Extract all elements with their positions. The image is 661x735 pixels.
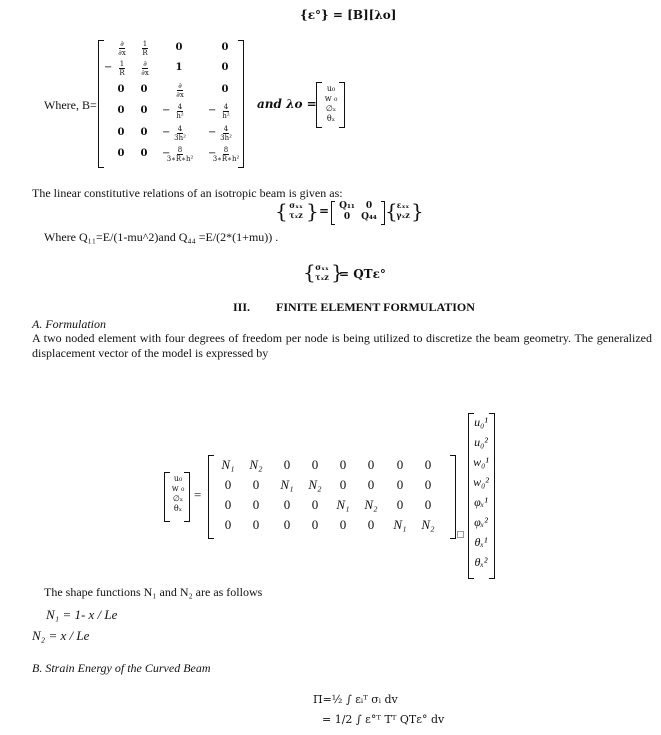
const-q-left-bracket xyxy=(331,201,335,225)
b-matrix-cell: − 4 3h² xyxy=(208,125,232,142)
const-left-brace: { xyxy=(275,199,288,223)
n-matrix-cell: 0 xyxy=(424,497,432,512)
n-matrix-cell: N₁ xyxy=(221,457,235,472)
b-matrix-right-bracket xyxy=(238,40,244,168)
const-lhs-entry: σₓₓ xyxy=(289,200,303,210)
b-matrix-cell: 0 xyxy=(117,148,125,159)
b-matrix-cell: ∂ ∂x xyxy=(176,82,184,99)
n-matrix-cell: 0 xyxy=(283,497,291,512)
b-matrix-cell: 0 xyxy=(175,42,183,53)
lambda-vector-entry: u₀ xyxy=(326,84,336,93)
n-matrix-cell: N₁ xyxy=(336,497,350,512)
const-lhs-right-brace: } xyxy=(306,199,319,223)
dof-vector-entry: φₓ² xyxy=(474,515,488,529)
b-matrix-cell: − 8 3∗R∗h² xyxy=(162,146,194,163)
lambda-vector-entry: ∅ₓ xyxy=(325,104,337,113)
const-rhs-entry: γₓz xyxy=(396,210,410,220)
sigma-left-brace: { xyxy=(303,260,316,284)
b-matrix-cell: ∂ ∂x xyxy=(141,60,149,77)
formulation-paragraph: A two noded element with four degrees of freedom per node is being utilized to discretize the beam geometry. The generalized displacement vector of the model is expressed by xyxy=(32,331,652,360)
n-matrix-right-bracket xyxy=(450,455,456,539)
n-matrix-cell: 0 xyxy=(252,517,260,532)
const-q-entry: 0 xyxy=(343,212,351,222)
sigma-lhs-entry: σₓₓ xyxy=(315,262,329,272)
dof-vector-entry: θₓ¹ xyxy=(474,535,488,549)
b-matrix-cell: 0 xyxy=(221,84,229,95)
n-matrix-cell: 0 xyxy=(424,457,432,472)
constitutive-text: The linear constitutive relations of an isotropic beam is given as: xyxy=(32,186,343,200)
placeholder-box-icon xyxy=(457,531,464,538)
n-matrix-cell: 0 xyxy=(224,497,232,512)
b-matrix-cell: 1 xyxy=(175,62,183,73)
n-matrix-cell: 0 xyxy=(283,517,291,532)
energy-equation-1: Π=½ ∫ εᵢᵀ σᵢ dv xyxy=(313,693,398,706)
n-matrix-cell: 0 xyxy=(252,477,260,492)
n-matrix-cell: N₂ xyxy=(421,517,435,532)
n-matrix-cell: 0 xyxy=(367,477,375,492)
n-matrix-cell: 0 xyxy=(396,497,404,512)
n-matrix-cell: 0 xyxy=(224,477,232,492)
section-number: III. xyxy=(233,300,251,314)
b-matrix-cell: 0 xyxy=(140,105,148,116)
n-matrix-cell: N₁ xyxy=(280,477,294,492)
const-q-entry: 0 xyxy=(365,201,373,211)
n-matrix-cell: 0 xyxy=(396,457,404,472)
lambda-vector-entry: θₓ xyxy=(326,114,336,123)
n-matrix-cell: N₂ xyxy=(249,457,263,472)
b-matrix-left-bracket xyxy=(98,40,104,168)
b-matrix-cell: − 4 h² xyxy=(208,103,230,120)
displacement-vector-entry: ∅ₓ xyxy=(172,494,184,503)
n-matrix-left-bracket xyxy=(208,455,214,539)
b-matrix-cell: 0 xyxy=(221,62,229,73)
dof-vector-entry: w₀¹ xyxy=(473,455,489,469)
b-matrix-cell: − 8 3∗R∗h² xyxy=(208,146,240,163)
n-matrix-cell: N₂ xyxy=(364,497,378,512)
b-matrix-cell: − 1 R xyxy=(104,60,125,77)
lambda-label: and λo = xyxy=(257,97,317,111)
dof-vector-entry: θₓ² xyxy=(474,555,488,569)
const-q-entry: Q₁₁ xyxy=(339,201,355,211)
b-matrix-cell: − 4 h² xyxy=(162,103,184,120)
displacement-vector-entry: u₀ xyxy=(173,474,183,483)
equals-sign: = xyxy=(194,487,202,502)
n-matrix-cell: 0 xyxy=(367,457,375,472)
sigma-rhs: = QTε° xyxy=(339,267,386,281)
const-q-entry: Q₄₄ xyxy=(361,212,377,222)
where-q-text: Where Q₁₁=E/(1-mu^2)and Q₄₄ =E/(2*(1+mu)) . xyxy=(44,230,279,244)
n-matrix-cell: 0 xyxy=(283,457,291,472)
sigma-lhs-entry: τₓz xyxy=(315,272,329,282)
n1-equation: N₁ = 1- x / Le xyxy=(46,607,118,622)
const-equals: = xyxy=(319,204,330,218)
const-rhs-left-brace: { xyxy=(385,199,398,223)
n-matrix-cell: 0 xyxy=(339,457,347,472)
n-matrix-cell: 0 xyxy=(252,497,260,512)
shape-functions-text: The shape functions N₁ and N₂ are as follows xyxy=(44,585,263,599)
b-matrix-cell: ∂ ∂x xyxy=(118,40,126,57)
sigma-right-brace: } xyxy=(331,260,344,284)
n-matrix-cell: 0 xyxy=(339,517,347,532)
subsection-b-title: B. Strain Energy of the Curved Beam xyxy=(32,661,211,675)
n-matrix-cell: 0 xyxy=(311,457,319,472)
b-matrix-cell: 0 xyxy=(117,84,125,95)
n-matrix-cell: 0 xyxy=(424,477,432,492)
b-matrix-cell: 0 xyxy=(117,105,125,116)
displacement-vector-entry: w ₀ xyxy=(171,484,185,493)
where-b-label: Where, B= xyxy=(44,98,97,112)
dof-vector-entry: φₓ¹ xyxy=(474,495,488,509)
dof-vector-entry: w₀² xyxy=(473,475,489,489)
n-matrix-cell: N₂ xyxy=(308,477,322,492)
n-matrix-cell: 0 xyxy=(311,497,319,512)
n2-equation: N₂ = x / Le xyxy=(32,628,90,643)
lambda-vector-entry: w ₀ xyxy=(324,94,338,103)
b-matrix-cell: 0 xyxy=(140,148,148,159)
section-title: FINITE ELEMENT FORMULATION xyxy=(276,300,475,314)
b-matrix-cell: 0 xyxy=(117,127,125,138)
dof-vector-entry: u₀² xyxy=(474,435,488,449)
b-matrix-cell: 0 xyxy=(140,127,148,138)
dof-vector-entry: u₀¹ xyxy=(474,415,488,429)
n-matrix-cell: 0 xyxy=(339,477,347,492)
displacement-vector-entry: θₓ xyxy=(173,504,183,513)
subsection-a-title: A. Formulation xyxy=(32,317,106,331)
n-matrix-cell: 0 xyxy=(224,517,232,532)
b-matrix-cell: $\frac{1}{R}$ xyxy=(142,40,148,57)
strain-equation: {ε°} = [B][λo] xyxy=(300,8,397,22)
b-matrix-cell: 0 xyxy=(221,42,229,53)
const-rhs-right-brace: } xyxy=(411,199,424,223)
n-matrix-cell: 0 xyxy=(311,517,319,532)
b-matrix-cell: − 4 3h² xyxy=(162,125,186,142)
const-lhs-entry: τₓz xyxy=(289,210,303,220)
n-matrix-cell: 0 xyxy=(367,517,375,532)
energy-equation-2: = 1/2 ∫ ε°ᵀ Tᵀ QTε° dv xyxy=(322,713,445,726)
const-rhs-entry: εₓₓ xyxy=(396,200,410,210)
n-matrix-cell: 0 xyxy=(396,477,404,492)
n-matrix-cell: N₁ xyxy=(393,517,407,532)
b-matrix-cell: 0 xyxy=(140,84,148,95)
